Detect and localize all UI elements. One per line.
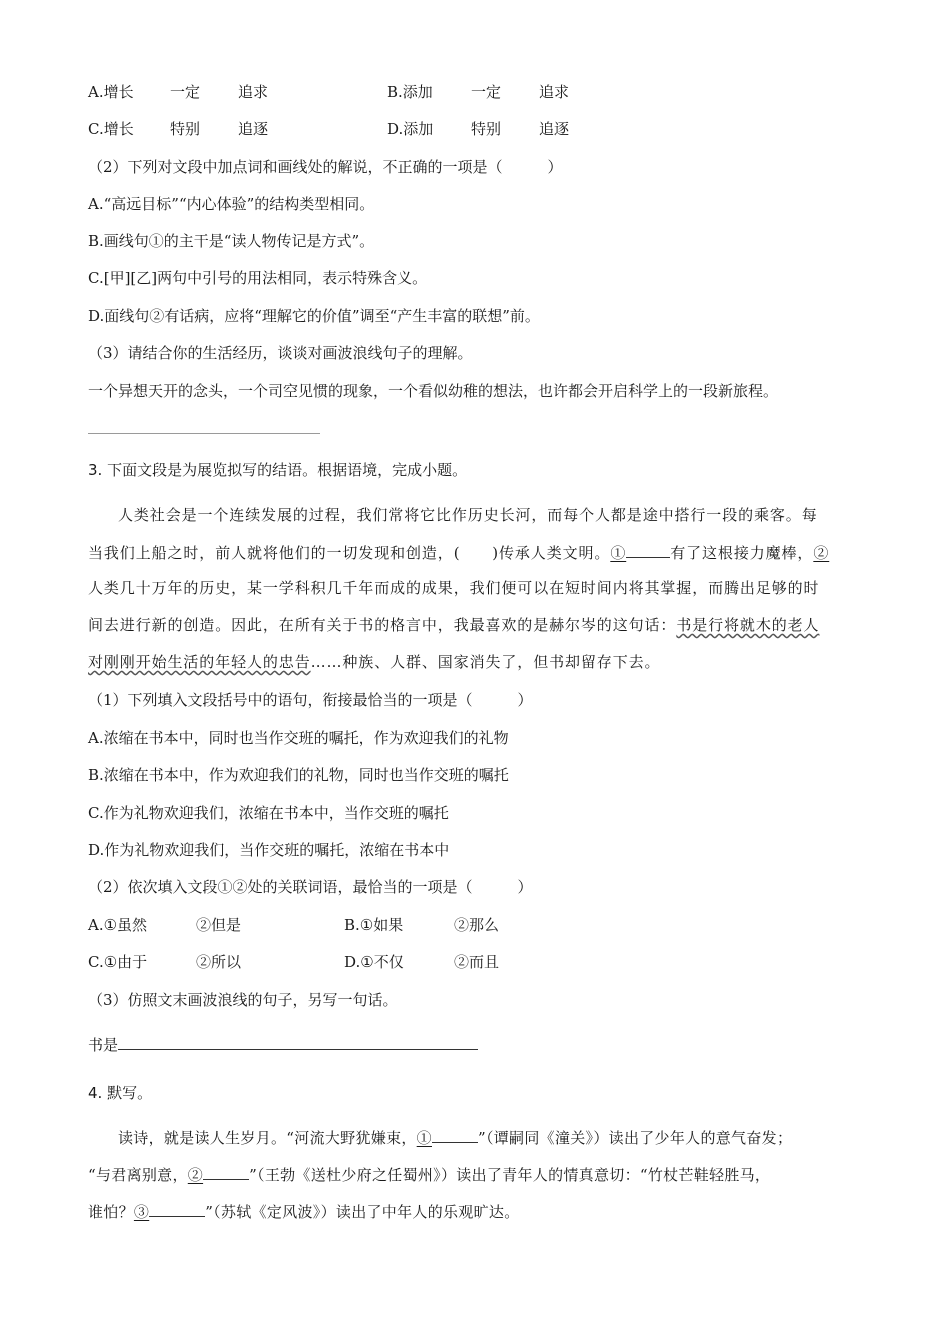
question-title: 默写。: [107, 1084, 153, 1102]
q3-p1-option-c: C.作为礼物欢迎我们，浓缩在书本中，当作交班的嘱托: [88, 804, 449, 822]
option-word: ②所以: [196, 953, 242, 971]
option-word: D.添加: [387, 120, 434, 138]
q4-line-2: [88, 1165, 770, 1185]
q3-p1-option-d: D.作为礼物欢迎我们，当作交班的嘱托，浓缩在书本中: [88, 841, 450, 859]
option-word: 一定: [471, 83, 502, 101]
option-word: ②那么: [454, 916, 500, 934]
passage-text: 有了这根接力魔棒，: [670, 544, 814, 562]
poem-text: “与君离别意，: [88, 1166, 188, 1184]
blank-marker-1: ①: [610, 544, 627, 562]
option-word: ②而且: [454, 953, 500, 971]
poem-text: ”（谭嗣同《潼关》）读出了少年人的意气奋发；: [477, 1129, 793, 1147]
q2-p1-option-d: [387, 119, 570, 139]
option-word: 追求: [539, 83, 570, 101]
passage-text: ……种族、人群、国家消失了，但书却留存下去。: [310, 653, 661, 671]
answer-prefix: 书是: [88, 1036, 119, 1054]
q2-p1-option-b: [387, 82, 570, 102]
q3-p3-question: （3）仿照文末画波浪线的句子，另写一句话。: [88, 991, 398, 1009]
q3-p1-option-a: A.浓缩在书本中，同时也当作交班的嘱托，作为欢迎我们的礼物: [88, 729, 509, 747]
q3-passage-line-4: [88, 615, 819, 635]
q2-p2-option-b: B.画线句①的主干是“读人物传记是方式”。: [88, 232, 375, 250]
blank-marker-2: ②: [813, 544, 830, 562]
poem-text: ”（苏轼《定风波》）读出了中年人的乐观旷达。: [205, 1203, 520, 1221]
q2-p1-option-c: [88, 119, 269, 139]
option-word: 追逐: [539, 120, 570, 138]
option-word: D.①不仅: [344, 953, 404, 971]
poem-text: 谁怕？: [88, 1203, 134, 1221]
option-word: C.①由于: [88, 953, 148, 971]
q4-line-3: [88, 1202, 520, 1222]
wavy-sentence: 书是行将就木的老人: [676, 616, 820, 634]
q3-passage-line-1: 人类社会是一个连续发展的过程，我们常将它比作历史长河，而每个人都是途中搭行一段的乘客。每: [118, 506, 818, 524]
passage-text: 间去进行新的创造。因此，在所有关于书的格言中，我最喜欢的是赫尔岑的这句话：: [88, 616, 677, 634]
question-number: 4.: [88, 1084, 103, 1102]
option-word: 特别: [170, 120, 201, 138]
q3-p2-option-a: [88, 915, 242, 935]
q4-heading: [88, 1083, 152, 1103]
q3-passage-line-3: 人类几十万年的历史，某一学科积几千年而成的成果，我们便可以在短时间内将其掌握，而腾出足够的时: [88, 579, 820, 597]
poem-text: 读诗，就是读人生岁月。“河流大野犹嫌束，: [118, 1129, 417, 1147]
wavy-sentence: 对刚刚开始生活的年轻人的忠告: [88, 653, 311, 671]
option-word: B.添加: [387, 83, 433, 101]
option-word: C.增长: [88, 120, 134, 138]
q3-passage-line-2: [88, 542, 829, 563]
q3-p2-option-d: [344, 952, 500, 972]
question-title: 下面文段是为展览拟写的结语。根据语境，完成小题。: [107, 461, 468, 479]
q2-p3-question: （3）请结合你的生活经历，谈谈对画波浪线句子的理解。: [88, 344, 473, 362]
q3-p1-option-b: B.浓缩在书本中，作为欢迎我们的礼物，同时也当作交班的嘱托: [88, 766, 509, 784]
q3-p3-answer: [88, 1034, 478, 1055]
q2-p2-option-d: D.面线句②有话病，应将“理解它的价值”调至“产生丰富的联想”前。: [88, 307, 540, 325]
blank-2[interactable]: [203, 1165, 249, 1180]
option-word: A.①虽然: [88, 916, 148, 934]
q3-p1-question: （1）下列填入文段括号中的语句，衔接最恰当的一项是（ ）: [88, 691, 533, 709]
blank-3[interactable]: [149, 1202, 205, 1217]
q3-p2-option-c: [88, 952, 242, 972]
option-word: A.增长: [88, 83, 134, 101]
q2-p2-option-c: C.[甲][乙]两句中引号的用法相同，表示特殊含义。: [88, 269, 428, 287]
question-number: 3.: [88, 461, 103, 479]
q2-p2-option-a: A.“高远目标”“内心体验”的结构类型相同。: [88, 195, 375, 213]
q2-p1-option-a: [88, 82, 269, 102]
q4-line-1: [118, 1128, 792, 1148]
blank-1[interactable]: [626, 542, 670, 558]
answer-blank[interactable]: [118, 1034, 478, 1050]
option-word: 一定: [170, 83, 201, 101]
option-word: 追逐: [238, 120, 269, 138]
blank-marker-2: ②: [187, 1166, 204, 1184]
option-word: 追求: [238, 83, 269, 101]
q3-p2-option-b: [344, 915, 500, 935]
q3-p2-question: （2）依次填入文段①②处的关联词语，最恰当的一项是（ ）: [88, 878, 533, 896]
blank-marker-1: ①: [416, 1129, 432, 1147]
option-word: 特别: [471, 120, 502, 138]
blank-1[interactable]: [432, 1128, 478, 1143]
blank-marker-3: ③: [133, 1203, 150, 1221]
q2-p3-sentence: 一个异想天开的念头，一个司空见惯的现象，一个看似幼稚的想法，也许都会开启科学上的一段新旅程。: [88, 382, 779, 400]
poem-text: ”（王勃《送杜少府之任蜀州》）读出了青年人的情真意切：“竹杖芒鞋轻胜马，: [249, 1166, 771, 1184]
q3-passage-line-5: [88, 652, 660, 672]
option-word: ②但是: [196, 916, 242, 934]
option-word: B.①如果: [344, 916, 404, 934]
q3-heading: [88, 460, 467, 480]
answer-line[interactable]: [88, 433, 320, 434]
passage-text: 当我们上船之时，前人就将他们的一切发现和创造，( )传承人类文明。: [88, 544, 611, 562]
q2-p2-question: （2）下列对文段中加点词和画线处的解说，不正确的一项是（ ）: [88, 158, 563, 176]
